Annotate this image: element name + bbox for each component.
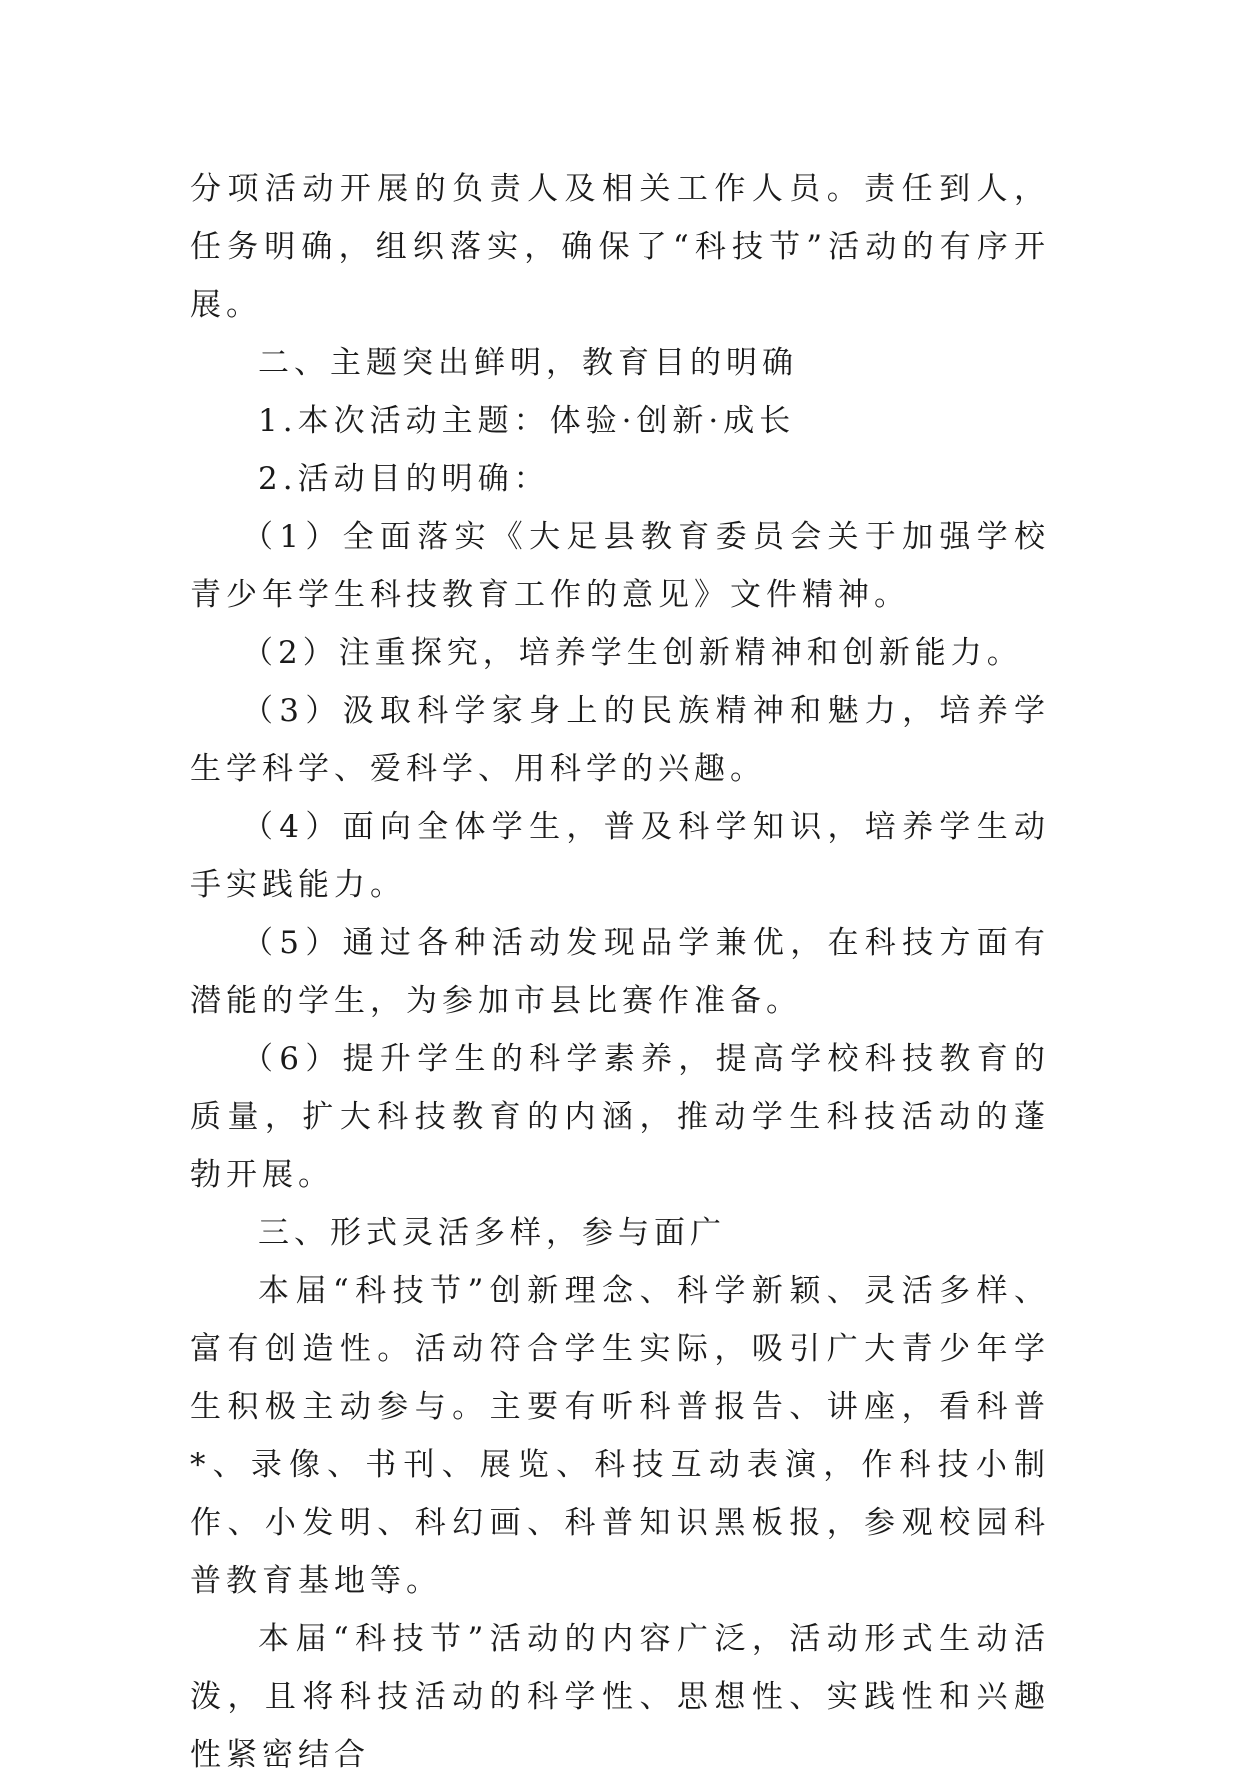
goal-item-2: （2）注重探究，培养学生创新精神和创新能力。 xyxy=(242,635,1023,671)
goal-item-4: （4）面向全体学生，普及科学知识，培养学生动手实践能力。 xyxy=(190,809,1050,903)
paragraph-continuation: 分项活动开展的负责人及相关工作人员。责任到人，任务明确，组织落实，确保了“科技节”活动的有序开展。 xyxy=(190,171,1050,323)
goal-item-6: （6）提升学生的科学素养，提高学校科技教育的质量，扩大科技教育的内涵，推动学生科技活动的蓬勃开展。 xyxy=(190,1041,1050,1193)
goal-item-5: （5）通过各种活动发现品学兼优，在科技方面有潜能的学生，为参加市县比赛作准备。 xyxy=(190,925,1050,1019)
section-heading-3: 三、形式灵活多样，参与面广 xyxy=(258,1215,726,1251)
list-item-goals: 2.活动目的明确： xyxy=(258,461,550,497)
goal-item-1: （1）全面落实《大足县教育委员会关于加强学校青少年学生科技教育工作的意见》文件精神。 xyxy=(190,519,1050,613)
list-item-theme: 1.本次活动主题：体验·创新·成长 xyxy=(258,403,796,439)
section-heading-2: 二、主题突出鲜明，教育目的明确 xyxy=(258,345,798,381)
paragraph-forms: 本届“科技节”创新理念、科学新颖、灵活多样、富有创造性。活动符合学生实际，吸引广大青少年学生积极主动参与。主要有听科普报告、讲座，看科普*、录像、书刊、展览、科技互动表演，作科技小制作、小发明、科幻画、科普知识黑板报，参观校园科普教育基地等。 xyxy=(190,1273,1050,1599)
document-body xyxy=(190,160,1050,1784)
goal-item-3: （3）汲取科学家身上的民族精神和魅力，培养学生学科学、爱科学、用科学的兴趣。 xyxy=(190,693,1050,787)
paragraph-content: 本届“科技节”活动的内容广泛，活动形式生动活泼，且将科技活动的科学性、思想性、实践性和兴趣性紧密结合 xyxy=(190,1621,1050,1773)
